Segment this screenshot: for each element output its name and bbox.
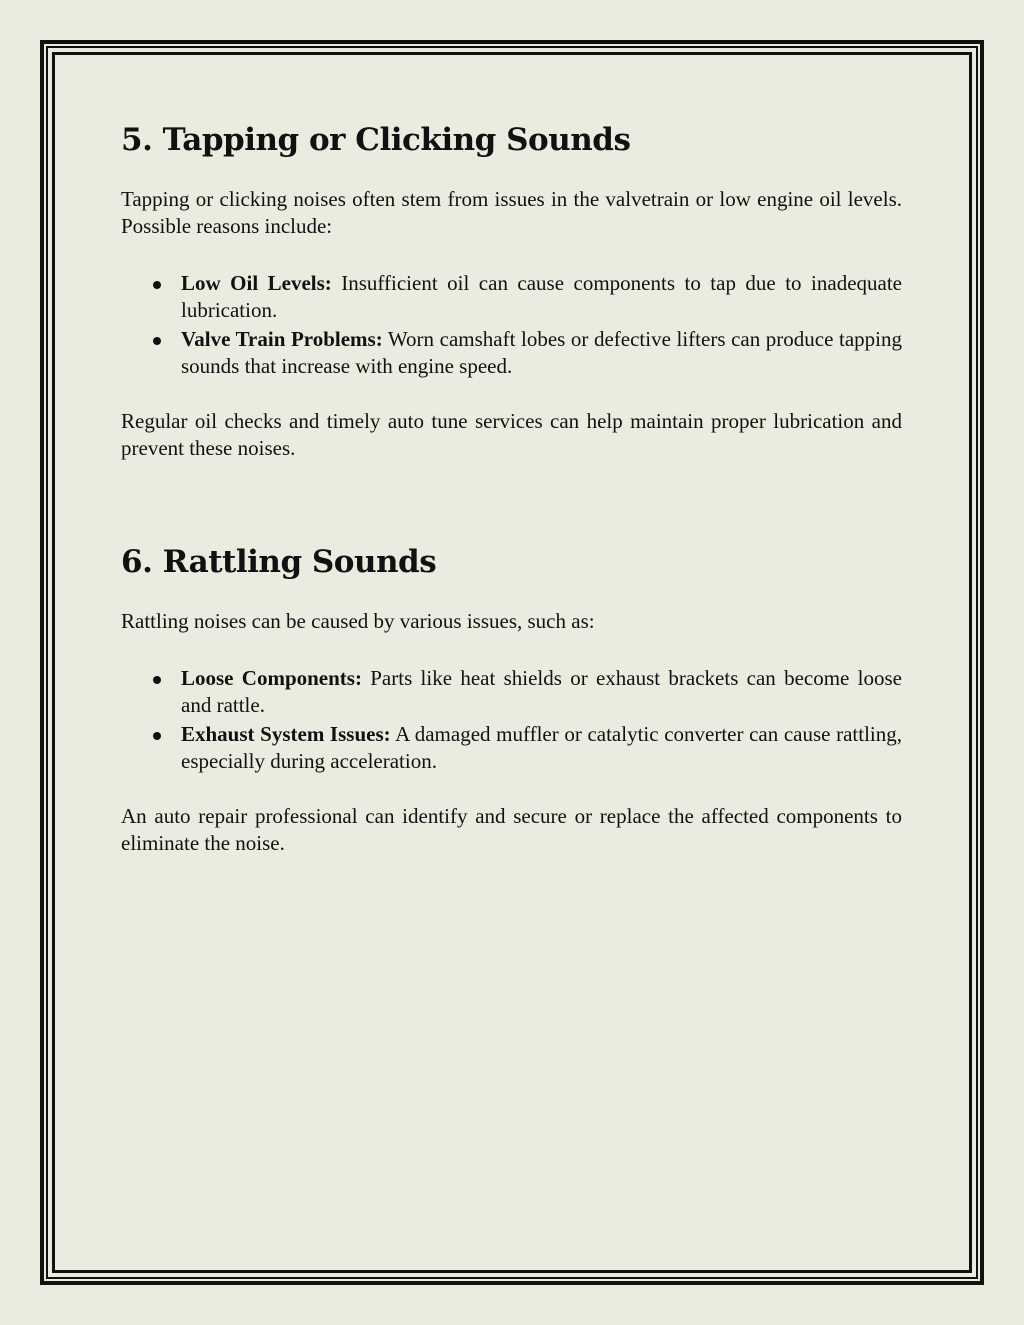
list-item-term: Loose Components:	[181, 666, 362, 690]
bullet-list-tapping	[121, 270, 902, 380]
list-item-term: Low Oil Levels:	[181, 271, 332, 295]
list-item-text: Insufficient oil can cause components to tap due to inadequate lubrication.	[181, 271, 902, 322]
bullet-icon	[153, 732, 161, 740]
section-intro-tapping: Tapping or clicking noises often stem from issues in the valvetrain or low engine oil levels. Possible reasons include:	[121, 187, 902, 238]
list-item-term: Valve Train Problems:	[181, 327, 383, 351]
list-item	[181, 665, 902, 719]
section-heading-tapping: 5. Tapping or Clicking Sounds	[121, 122, 631, 158]
section-outro-tapping: Regular oil checks and timely auto tune services can help maintain proper lubrication and prevent these noises.	[121, 409, 902, 460]
section-intro-rattling: Rattling noises can be caused by various issues, such as:	[121, 609, 595, 633]
section-heading-rattling: 6. Rattling Sounds	[121, 544, 437, 580]
bullet-list-rattling	[121, 665, 902, 775]
list-item	[181, 326, 902, 380]
list-item	[181, 270, 902, 324]
list-item-term: Exhaust System Issues:	[181, 722, 391, 746]
bullet-icon	[153, 676, 161, 684]
document-content	[121, 118, 902, 857]
bullet-icon	[153, 337, 161, 345]
bullet-icon	[153, 281, 161, 289]
section-outro-rattling: An auto repair professional can identify and secure or replace the affected components to eliminate the noise.	[121, 804, 902, 855]
list-item	[181, 721, 902, 775]
list-item-text: Parts like heat shields or exhaust brackets can become loose and rattle.	[181, 666, 902, 717]
list-item-text: A damaged muffler or catalytic converter can cause rattling, especially during acceleration.	[181, 722, 903, 773]
list-item-text: Worn camshaft lobes or defective lifters can produce tapping sounds that increase with engine speed.	[181, 327, 902, 378]
